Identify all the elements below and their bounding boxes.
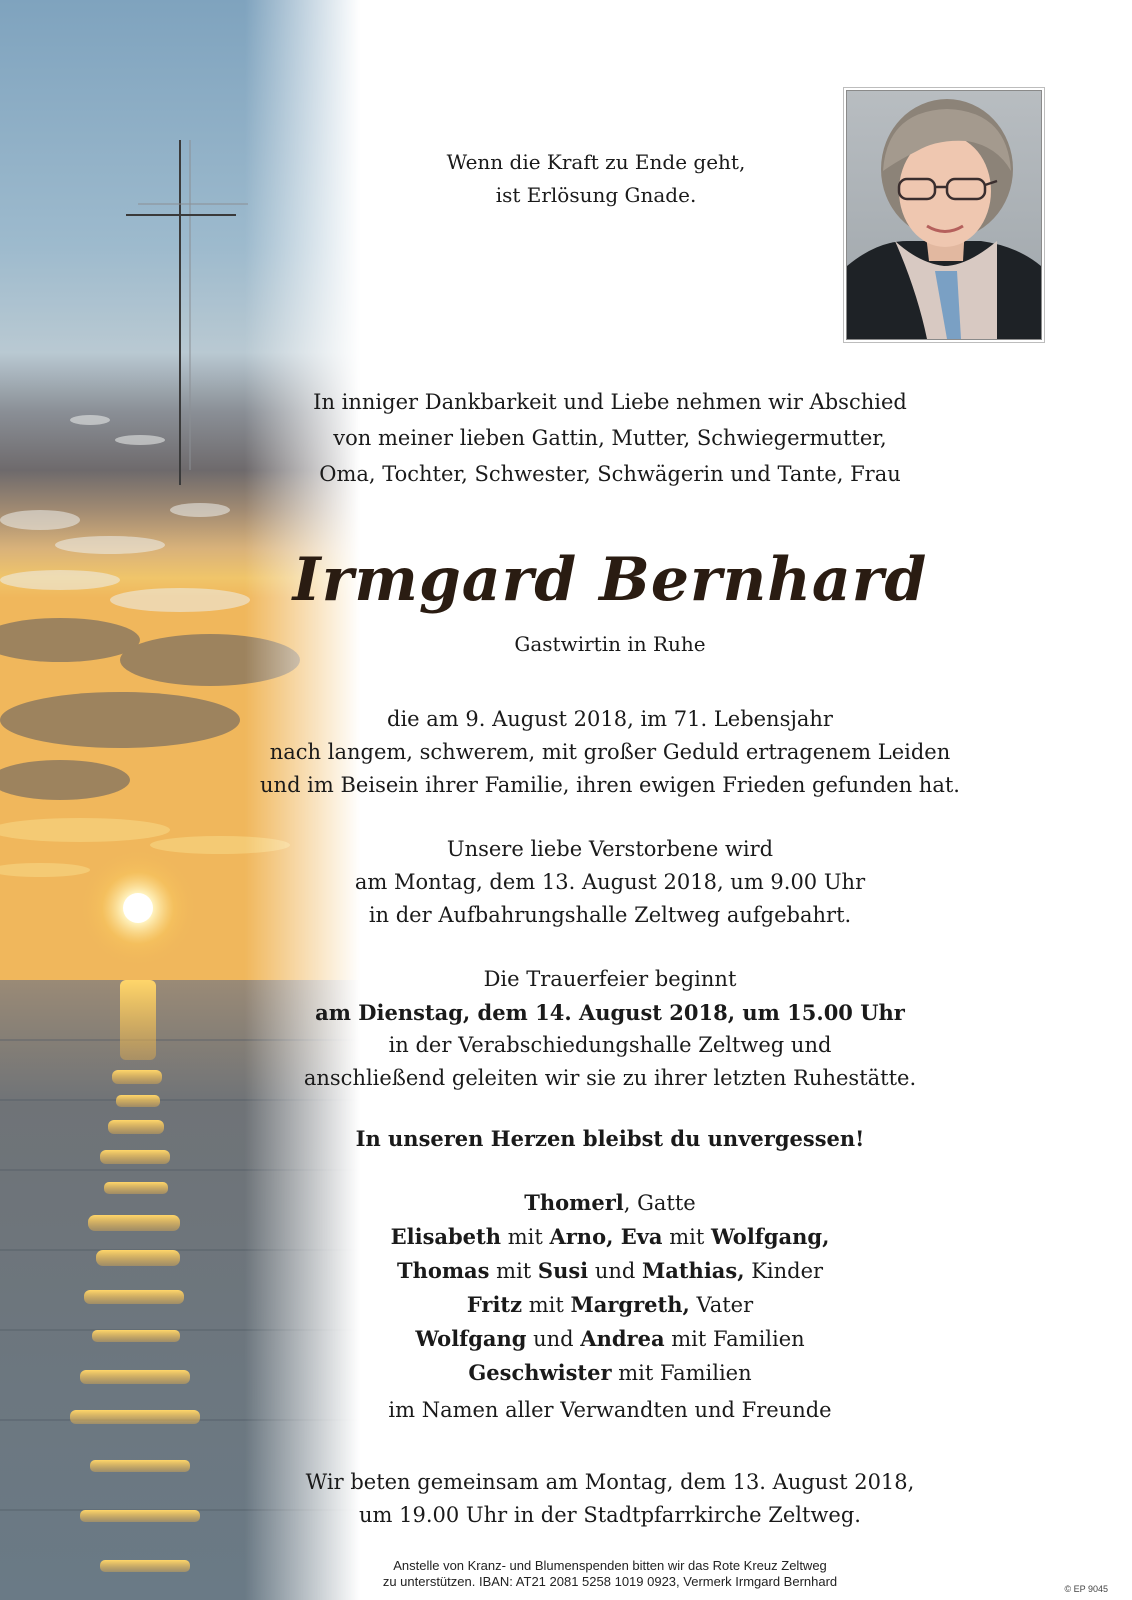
- mourner-row: [290, 1322, 930, 1356]
- mourner-name: Wolfgang: [415, 1326, 527, 1351]
- funeral-date-line: am Dienstag, dem 14. August 2018, um 15.00 Uhr: [315, 1000, 905, 1025]
- death-notice-line: die am 9. August 2018, im 71. Lebensjahr: [387, 707, 833, 731]
- mourner-name: Fritz: [466, 1292, 523, 1317]
- death-notice-line: nach langem, schwerem, mit großer Geduld ertragenem Leiden: [269, 740, 951, 764]
- mourner-name: Thomerl: [524, 1190, 624, 1215]
- funeral-line: anschließend geleiten wir sie zu ihrer letzten Ruhestätte.: [303, 1066, 917, 1090]
- mourner-text: mit Familien: [611, 1361, 752, 1385]
- mourner-row: [290, 1356, 930, 1390]
- mourner-name: Wolfgang,: [710, 1224, 830, 1249]
- mourner-name: Arno, Eva: [549, 1224, 663, 1249]
- viewing-line: am Montag, dem 13. August 2018, um 9.00 Uhr: [354, 870, 866, 894]
- deceased-name: Irmgard Bernhard: [292, 545, 928, 615]
- intro-line: In inniger Dankbarkeit und Liebe nehmen wir Abschied: [313, 390, 907, 414]
- mourner-name: Margreth,: [570, 1292, 690, 1317]
- mourner-row: [290, 1186, 930, 1220]
- mourner-row: [290, 1220, 930, 1254]
- mourner-text: , Gatte: [623, 1191, 696, 1215]
- motto-line: Wenn die Kraft zu Ende geht,: [446, 150, 746, 174]
- viewing-line: Unsere liebe Verstorbene wird: [446, 837, 774, 861]
- template-code: © EP 9045: [1064, 1584, 1108, 1594]
- prayer-line: Wir beten gemeinsam am Montag, dem 13. August 2018,: [305, 1470, 915, 1494]
- death-notice: [250, 703, 970, 802]
- mourner-text: mit: [489, 1259, 538, 1283]
- portrait-photo: [846, 90, 1042, 340]
- mourner-row: [290, 1288, 930, 1322]
- funeral-notice: [290, 963, 930, 1095]
- mourner-text: Vater: [689, 1293, 754, 1317]
- viewing-notice: [290, 833, 930, 932]
- mourner-text: Kinder: [744, 1259, 824, 1283]
- prayer-line: um 19.00 Uhr in der Stadtpfarrkirche Zeltweg.: [359, 1503, 861, 1527]
- mourner-text: und: [526, 1327, 581, 1351]
- deceased-occupation: Gastwirtin in Ruhe: [514, 632, 706, 656]
- cross-icon: [118, 140, 248, 485]
- mourner-text: mit: [522, 1293, 571, 1317]
- death-notice-line: und im Beisein ihrer Familie, ihren ewigen Frieden gefunden hat.: [260, 773, 960, 797]
- farewell-line: In unseren Herzen bleibst du unvergessen!: [355, 1126, 865, 1151]
- mourner-name: Thomas: [396, 1258, 490, 1283]
- mourner-text: und: [588, 1259, 642, 1283]
- mourner-text: mit Familien: [664, 1327, 805, 1351]
- mourner-row: [290, 1254, 930, 1288]
- mourner-text: mit: [501, 1225, 550, 1249]
- funeral-line: in der Verabschiedungshalle Zeltweg und: [388, 1033, 832, 1057]
- intro-line: Oma, Tochter, Schwester, Schwägerin und Tante, Frau: [319, 462, 901, 486]
- mourner-name: Mathias,: [642, 1258, 745, 1283]
- donation-line: Anstelle von Kranz- und Blumenspenden bitten wir das Rote Kreuz Zeltweg: [393, 1558, 827, 1573]
- closing-line: im Namen aller Verwandten und Freunde: [388, 1398, 832, 1422]
- funeral-line: Die Trauerfeier beginnt: [483, 967, 737, 991]
- intro-line: von meiner lieben Gattin, Mutter, Schwiegermutter,: [333, 426, 887, 450]
- intro-paragraph: [290, 384, 930, 492]
- viewing-line: in der Aufbahrungshalle Zeltweg aufgebahrt.: [368, 903, 852, 927]
- mourner-text: mit: [662, 1225, 711, 1249]
- motto-line: ist Erlösung Gnade.: [495, 183, 697, 207]
- donation-line: zu unterstützen. IBAN: AT21 2081 5258 1019 0923, Vermerk Irmgard Bernhard: [382, 1574, 838, 1589]
- mourner-name: Susi: [537, 1258, 589, 1283]
- mourner-name: Andrea: [580, 1326, 665, 1351]
- motto: [386, 146, 806, 212]
- mourner-name: Geschwister: [468, 1360, 612, 1385]
- mourner-name: Elisabeth: [390, 1224, 502, 1249]
- prayer-notice: [290, 1466, 930, 1532]
- mourners-list: [290, 1186, 930, 1390]
- donation-note: [290, 1558, 930, 1590]
